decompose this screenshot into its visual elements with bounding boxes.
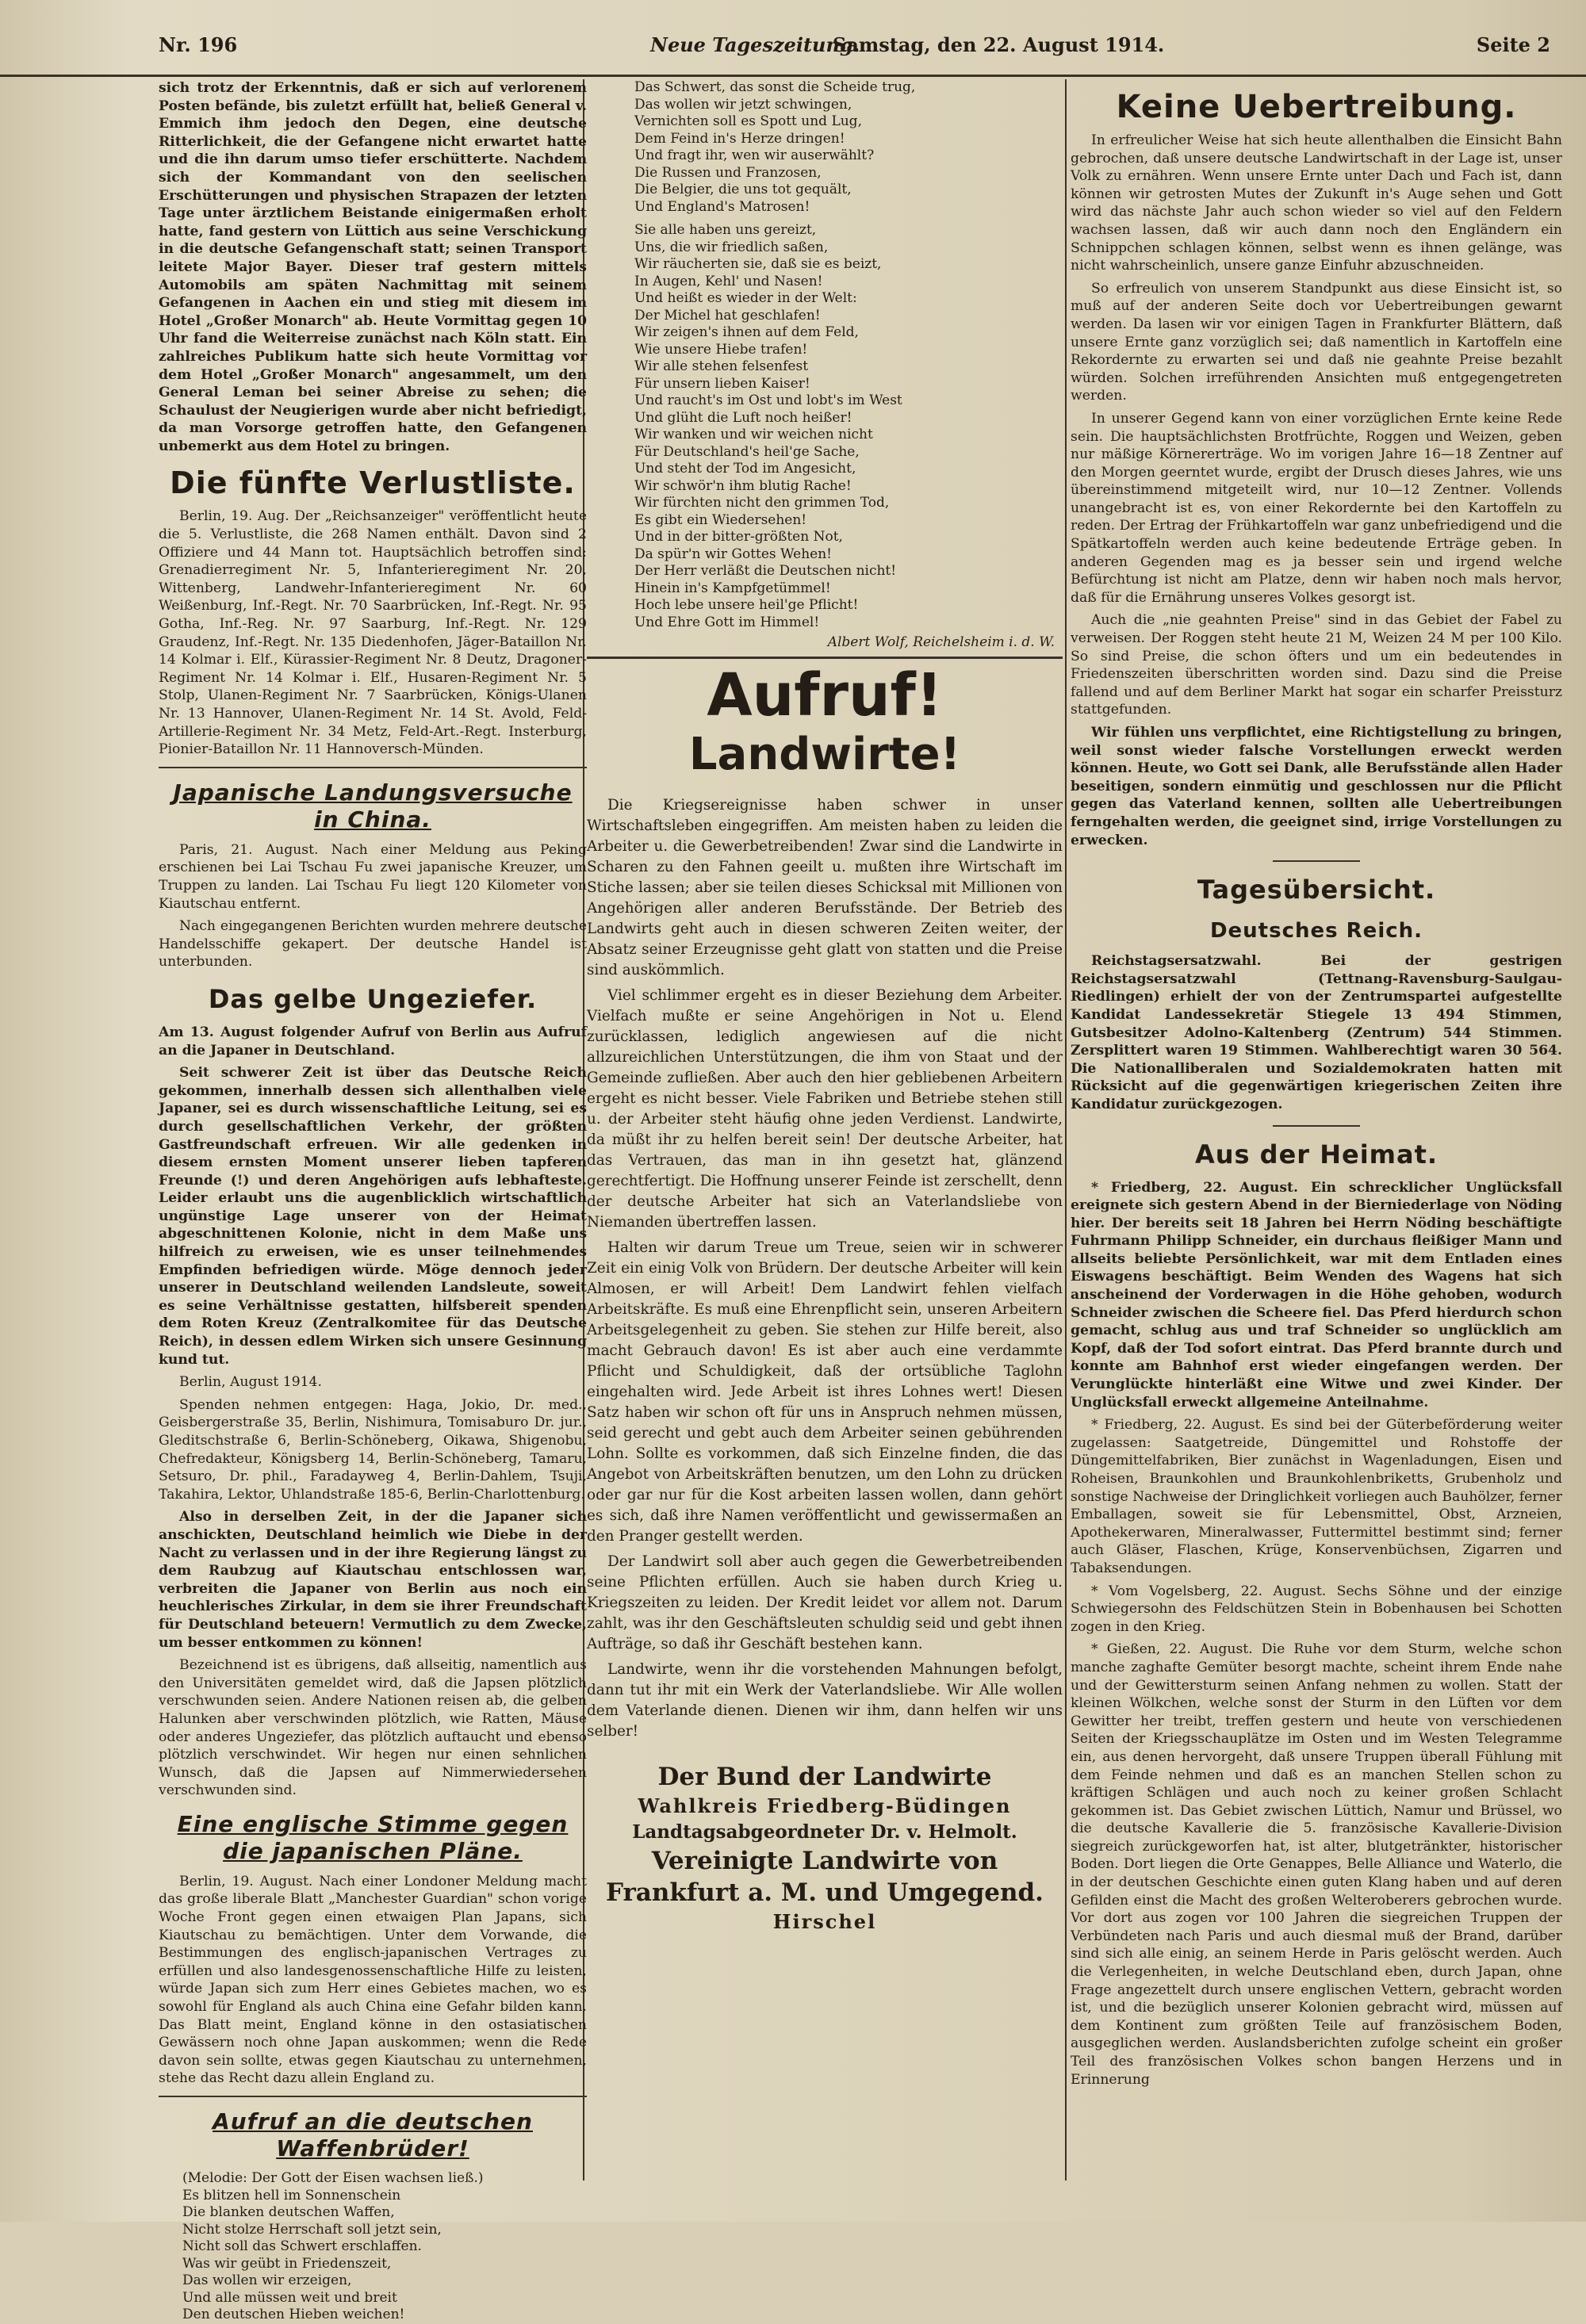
paragraph: Auch die „nie geahnten Preise" sind in das Gebiet der Fabel zu verweisen. Der Roggen steht heute 21 M, Weizen 24 M per 100 Kilo. So sind Preise, die schon öfters und um ein bedeutendes in Friedenszeiten überschritten worden sind. Dazu sind die Preise fallend und auf dem Berliner Markt hat sogar ein scharfer Preissturz stattgefunden. <box>1071 612 1562 718</box>
poem-line: Sie alle haben uns gereizt, <box>634 222 817 238</box>
poem-line: (Melodie: Der Gott der Eisen wachsen ließ.) <box>182 2170 484 2186</box>
paragraph: Seit schwerer Zeit ist über das Deutsche Reich gekommen, innerhalb dessen sich allenthalben viele Japaner, sei es durch wissenschaftliche Leitung, sei es durch gesellschaftlichen Verkehr, der größten Gastfreundschaft erfreuen. Wir alle gedenken in diesem ernsten Moment unserer lieben tapferen Freunde (!) und deren Angehörigen aufs lebhafteste. Leider erlaubt uns die augenblicklich wirtschaftlich ungünstige Lage unserer von der Heimat abgeschnittenen Kolonie, nicht in dem Maße uns hilfreich zu erweisen, wie es unser teilnehmendes Empfinden befriedigen würde. Möge dennoch jeder unserer in Deutschland weilenden Landsleute, soweit es seine Verhältnisse gestatten, hilfsbereit spenden dem Roten Kreuz (Zentralkomitee für das Deutsche Reich), in dessen edlem Wirken sich unsere Gesinnung kund tut. <box>159 1065 587 1368</box>
signer-wahlkreis: Wahlkreis Friedberg-Büdingen <box>638 1794 1012 1817</box>
appeal-box <box>587 657 1063 1935</box>
paragraph: Die Kriegsereignisse haben schwer in unser Wirtschaftsleben eingegriffen. Am meisten haben zu leiden die Arbeiter u. die Gewerbetreibenden! Zwar sind die Landwirte in Scharen zu den Fahnen geeilt u. mußten ihre Wirtschaft im Stiche lassen; aber sie teilen dieses Schicksal mit Millionen von Angehörigen aller anderen Berufsstände. Der Betrieb des Landwirts geht auch in diesen schweren Zeiten weiter, der Absatz seiner Erzeugnisse geht glatt von statten und die Preise sind auskömmlich. <box>587 797 1063 978</box>
poem-line: Uns, die wir friedlich saßen, <box>634 239 829 255</box>
poem-line: Und alle müssen weit und breit <box>182 2289 397 2306</box>
poem-line: Für Deutschland's heil'ge Sache, <box>634 443 860 460</box>
poem-line: Und fragt ihr, wen wir auserwählt? <box>634 147 875 163</box>
poem-line: Die blanken deutschen Waffen, <box>182 2204 395 2220</box>
poem-line: Es gibt ein Wiedersehen! <box>634 511 807 528</box>
appeal-title: Aufruf! <box>707 661 943 729</box>
paragraph: Berlin, 19. August. Nach einer Londoner Meldung macht das große liberale Blatt „Manchester Guardian" schon vorige Woche Front gegen einen etwaigen Plan Japans, sich Kiautschau zu bemächtigen. Unter dem Vorwande, die Bestimmungen des englisch-japanischen Vertrages zu erfüllen und also landesgenossenschaftliche Hilfe zu leisten, würde Japan sich zum Herr eines Gebietes machen, wo es sowohl für England als auch China eine Gefahr bilden kann. Das Blatt meint, England könne in den ostasiatischen Gewässern noch ohne Japan auskommen; wenn die Rede davon sein sollte, etwas gegen Kiautschau zu unternehmen, stehe das Recht dazu allein England zu. <box>159 1873 587 2087</box>
poem-line: Für unsern lieben Kaiser! <box>634 375 810 392</box>
headline-verlustliste: Die fünfte Verlustliste. <box>170 465 576 501</box>
newspaper-name: Neue Tageszeitung. <box>650 33 860 56</box>
paragraph: So erfreulich von unserem Standpunkt aus diese Einsicht ist, so muß auf der anderen Seite doch vor Uebertreibungen gewarnt werden. Da lasen wir vor einigen Tagen in Frankfurter Blättern, daß unsere Ernte ganz vorzüglich sei; daß namentlich in Kartoffeln eine Rekordernte zu erwarten sei und daß nie geahnte Preise bezahlt würden. Solchen irreführenden Ansichten muß entgegengetreten werden. <box>1071 280 1562 404</box>
column-left <box>159 79 587 2322</box>
paragraph: * Gießen, 22. August. Die Ruhe vor dem Sturm, welche schon manche zaghafte Gemüter besorgt machte, scheint ihrem Ende nahe und der Gewittersturm seinen Anfang nehmen zu wollen. Statt der kleinen Wölkchen, welche sonst der Sturm in den Lüften vor dem Gewitter her treibt, treffen gestern und heute von verschiedenen Seiten der Kriegsschauplätze im Osten und im Westen Telegramme ein, aus denen hervorgeht, daß unsere Truppen überall Fühlung mit dem Feinde nehmen und daß es an manchen Stellen schon zu kräftigen Schlägen und auch noch zu keiner großen Schlacht gekommen ist. Das Gebiet zwischen Lüttich, Namur und Brüssel, wo die deutsche Kavallerie die 5. französische Kavallerie-Division siegreich zurückgeworfen hat, ist alter, blutgetränkter, historischer Boden. Dort liegen die Orte Genappes, Belle Alliance und Waterlo, die in der deutschen Geschichte einen guten Klang haben und auf deren Gefilden einst die Macht des großen Welteroberers gebrochen wurde. Vor dort aus zogen vor 100 Jahren die siegreichen Truppen der Verbündeten nach Paris und auch diesmal muß der Brand, darüber sind sich alle einig, an seinem Herde in Paris gelöscht werden. Auch die Verlegenheiten, in welche Deutschland eben, durch Japan, ohne Frage angezettelt durch unsere englischen Vettern, gebracht worden ist, und die bezüglich unserer Kolonien gebracht wird, müssen auf dem Kontinent zum größten Teile auf französischem Boden, ausgeglichen werden. Auslandsberichten zufolge scheint ein großer Teil des französischen Volkes schon bangen Herzens und in Erinnerung <box>1071 1641 1562 2088</box>
signer-name: Hirschel <box>772 1910 877 1933</box>
poem-line: Es blitzen hell im Sonnenschein <box>182 2187 401 2203</box>
paragraph: In erfreulicher Weise hat sich heute allenthalben die Einsicht Bahn gebrochen, daß unsere deutsche Landwirtschaft in der Lage ist, unser Volk zu ernähren. Wenn unsere Ernte unter Dach und Fach ist, dann können wir getrosten Mutes der Zukunft in's Auge sehen und Gott wird das nächste Jahr auch schon wieder so viel auf den Feldern wachsen lassen, daß wir auch dann noch den Engländern ein Schnippchen schlagen können, selbst wenn es ihnen gelänge, was nicht wahrscheinlich, unsere ganze Einfuhr abzuschneiden. <box>1071 132 1562 274</box>
poem-line: Hinein in's Kampfgetümmel! <box>634 580 831 596</box>
paragraph: * Vom Vogelsberg, 22. August. Sechs Söhne und der einzige Schwiegersohn des Feldschützen Stein in Bobenhausen bei Schotten zogen in den Krieg. <box>1071 1583 1562 1635</box>
poem-line: Das wollen wir erzeigen, <box>182 2272 352 2288</box>
paragraph: Reichstagsersatzwahl. Bei der gestrigen Reichstagsersatzwahl (Tettnang-Ravensburg-Saulgau-Riedlingen) erhielt der von der Zentrumspartei aufgestellte Kandidat Landessekretär Stiegele 13 494 Stimmen, Gutsbesitzer Adolno-Kaltenberg (Zentrum) 544 Stimmen. Zersplittert waren 19 Stimmen. Wahlberechtigt waren 30 564. Die Nationalliberalen und Sozialdemokraten hatten mit Rücksicht auf die gegenwärtigen kriegerischen Zeiten ihre Kandidatur zurückgezogen. <box>1071 953 1562 1112</box>
article-intro: sich trotz der Erkenntnis, daß er sich auf verlorenem Posten befände, bis zuletzt erfüllt hat, beließ General v. Emmich ihm jedoch den Degen, eine deutsche Ritterlichkeit, die der Gefangene nicht erwartet hatte und die ihn darum umso tiefer erschütterte. Nachdem sich der Kommandant von den seelischen Erschütterungen und physischen Strapazen der letzten Tage unter ärztlichem Beistande einigermaßen erholt hatte, fand gestern von Lüttich aus seine Verschickung in die deutsche Gefangenschaft statt; seinen Transport leitete Major Bayer. Dieser traf gestern mittels Automobils am späten Nachmittag mit seinem Gefangenen in Aachen ein und stieg mit diesem im Hotel „Großer Monarch" ab. Heute Vormittag gegen 10 Uhr fand die Weiterreise zunächst nach Köln statt. Ein zahlreiches Publikum hatte sich heute Vormittag vor dem Hotel „Großer Monarch" angesammelt, um den General Leman bei seiner Abreise zu sehen; die Schaulust der Neugierigen wurde aber nicht befriedigt, da man Vorsorge getroffen hatte, den Gefangenen unbemerkt aus dem Hotel zu bringen. <box>159 80 587 454</box>
signer-vereinigte: Vereinigte Landwirte von Frankfurt a. M. und Umgegend. <box>606 1847 1044 1907</box>
issue-number: Nr. 196 <box>159 33 238 56</box>
poem-line: Hoch lebe unsere heil'ge Pflicht! <box>634 597 859 613</box>
poem-line: Wir wanken und wir weichen nicht <box>634 427 873 442</box>
subhead-deutsches-reich: Deutsches Reich. <box>1209 919 1423 944</box>
poem-signature: Albert Wolf, Reichelsheim i. d. W. <box>827 634 1055 650</box>
headline-tagesuebersicht: Tagesübersicht. <box>1197 875 1436 905</box>
headline-englische-stimme: Eine englische Stimme gegen die japanischen Pläne. <box>177 1810 569 1864</box>
poem-line: Wir räucherten sie, daß sie es beizt, <box>634 256 882 272</box>
paragraph: Paris, 21. August. Nach einer Meldung aus Peking erschienen bei Lai Tschau Fu zwei japanische Kreuzer, um Truppen zu landen. Lai Tschau Fu liegt 120 Kilometer von Kiautschau entfernt. <box>159 841 587 912</box>
headline-japan: Japanische Landungsversuche in China. <box>173 779 573 833</box>
divider <box>1273 860 1360 862</box>
poem-line: Wie unsere Hiebe trafen! <box>634 341 808 358</box>
poem-line: Die Russen und Franzosen, <box>634 164 822 181</box>
paragraph: Nach eingegangenen Berichten wurden mehrere deutsche Handelsschiffe gekapert. Der deutsche Handel ist unterbunden. <box>159 918 587 971</box>
poem-line: Vernichten soll es Spott und Lug, <box>634 113 862 129</box>
poem-line: Wir alle stehen felsenfest <box>634 358 809 374</box>
column-rule <box>1065 79 1067 2180</box>
issue-date: Samstag, den 22. August 1914. <box>833 33 1165 56</box>
poem-line: In Augen, Kehl' und Nasen! <box>634 273 823 289</box>
poem-line: Und heißt es wieder in der Welt: <box>634 290 857 306</box>
poem-line: Den deutschen Hieben weichen! <box>182 2307 405 2322</box>
headline-uebertreibung: Keine Uebertreibung. <box>1116 89 1517 125</box>
headline-heimat: Aus der Heimat. <box>1194 1139 1439 1170</box>
poem-line: Der Michel hat geschlafen! <box>634 307 821 324</box>
poem-line: Nicht soll das Schwert erschlaffen. <box>182 2238 422 2254</box>
divider <box>159 2096 587 2097</box>
poem-line: Das Schwert, das sonst die Scheide trug, <box>634 79 916 95</box>
paragraph: In unserer Gegend kann von einer vorzüglichen Ernte keine Rede sein. Die hauptsächlichsten Brotfrüchte, Roggen und Weizen, geben nur mäßige Körnererträge. Wo im vorigen Jahre 16—18 Zentner auf den Morgen geerntet wurde, ergibt der Drusch dieses Jahres, wie uns übereinstimmend mitgeteilt wird, nur 10—12 Zentner. Vollends unangebracht ist es, von einer Rekordernte bei den Kartoffeln zu reden. Der Ertrag der Frühkartoffeln war ganz unbefriedigend und die Spätkartoffeln werden auch keine bedeutende Erträge geben. In anderen Gegenden mag es ja besser sein und irgend welche Befürchtung ist nicht am Platze, denn wir haben noch mals hervor, daß für die Ernährung unseres Volkes gesorgt ist. <box>1071 410 1562 606</box>
paragraph: Halten wir darum Treue um Treue, seien wir in schwerer Zeit ein einig Volk von Brüdern. Der deutsche Arbeiter will kein Almosen, er will Arbeit! Dem Landwirt fehlen vielfach Arbeitskräfte. Es muß eine Ehrenpflicht sein, unseren Arbeitern Arbeitsgelegenheit zu geben. Sie stehen zur Hilfe bereit, also macht Gebrauch davon! Es ist aber auch eine verdammte Pflicht und Schuldigkeit, daß der ortsübliche Taglohn eingehalten wird. Jede Arbeit ist ihres Lohnes wert! Diesen Satz haben wir schon oft für uns in Anspruch nehmen müssen, seid gerecht und gebt auch dem Arbeiter seinen gebührenden Lohn. Sollte es vorkommen, daß sich Einzelne finden, die das Angebot von Arbeitskräften benutzen, um den Lohn zu drücken oder gar nur für die Kost arbeiten lassen wollen, dann gehört es sich, daß ihre Namen veröffentlicht und gewissermaßen an den Pranger gestellt werden. <box>587 1239 1063 1545</box>
paragraph: * Friedberg, 22. August. Ein schrecklicher Unglücksfall ereignete sich gestern Abend in der Bierniederlage von Nöding hier. Der bereits seit 18 Jahren bei Herrn Nöding beschäftigte Fuhrmann Philipp Schneider, ein durchaus fleißiger Mann und allseits beliebte Persönlichkeit, war mit dem Entladen eines Eiswagens beschäftigt. Beim Wenden des Wagens hat sich anscheinend der Vorderwagen in die Höhe gehoben, wodurch Schneider zwischen die Scheere fiel. Das Pferd hierdurch schon gemacht, schlug aus und traf Schneider so unglücklich am Kopf, daß der Tod sofort eintrat. Das Pferd brannte durch und konnte am Bahnhof erst wieder eingefangen werden. Der Verunglückte hinterläßt eine Witwe und zwei Kinder. Der Unglücksfall erweckt allgemeine Anteilnahme. <box>1071 1179 1562 1411</box>
paragraph: Landwirte, wenn ihr die vorstehenden Mahnungen befolgt, dann tut ihr mit ein Werk der Vaterlandsliebe. Wir Alle wollen dem Vaterlande dienen. Dienen wir ihm, dann helfen wir uns selber! <box>587 1661 1063 1740</box>
poem-line: Wir schwör'n ihm blutig Rache! <box>634 477 852 494</box>
divider <box>159 767 587 768</box>
article-verlustliste: Berlin, 19. Aug. Der „Reichsanzeiger" veröffentlicht heute die 5. Verlustliste, die 268 Namen enthält. Davon sind 2 Offiziere und 44 Mann tot. Hauptsächlich betroffen sind: Grenadierregiment Nr. 5, Infanterieregiment Nr. 20, Wittenberg, Landwehr-Infanterieregiment Nr. 60 Weißenburg, Inf.-Regt. Nr. 70 Saarbrücken, Inf.-Regt. Nr. 95 Gotha, Inf.-Reg. Nr. 97 Saarburg, Inf.-Regt. Nr. 129 Graudenz, Inf.-Regt. Nr. 135 Diedenhofen, Jäger-Bataillon Nr. 14 Kolmar i. Elf., Kürassier-Regiment Nr. 8 Deutz, Dragoner-Regiment Nr. 14 Kolmar i. Elf., Husaren-Regiment Nr. 5 Stolp, Ulanen-Regiment Nr. 7 Saarbrücken, Königs-Ulanen Nr. 13 Hannover, Ulanen-Regiment Nr. 14 St. Avold, Feld-Artillerie-Regiment Nr. 34 Metz, Feld-Art.-Regt. Insterburg, Pionier-Bataillon Nr. 11 Hannoversch-Münden. <box>159 508 587 758</box>
poem-line: Und England's Matrosen! <box>634 198 810 215</box>
poem-line: Nicht stolze Herrschaft soll jetzt sein, <box>182 2221 442 2238</box>
poem-line: Der Herr verläßt die Deutschen nicht! <box>634 563 897 579</box>
paragraph: Am 13. August folgender Aufruf von Berlin aus Aufruf an die Japaner in Deutschland. <box>159 1024 587 1059</box>
paragraph: Wir fühlen uns verpflichtet, eine Richtigstellung zu bringen, weil sonst wieder falsche Vorstellungen erweckt werden können. Heute, wo Gott sei Dank, alle Berufsstände allen Hader beseitigen, sondern einmütig und geschlossen nur die Pflicht gegen das Vaterland kennen, sollten alle Uebertreibungen ferngehalten werden, die geeignet sind, irrige Vorstellungen zu erwecken. <box>1071 725 1562 848</box>
headline-ungeziefer: Das gelbe Ungeziefer. <box>208 983 538 1014</box>
page-number: Seite 2 <box>1476 33 1550 56</box>
headline-waffenbrueder: Aufruf an die deutschen Waffenbrüder! <box>213 2108 533 2161</box>
paragraph: * Friedberg, 22. August. Es sind bei der Güterbeförderung weiter zugelassen: Saatgetreide, Düngemittel und Rohstoffe der Düngemittelfabriken, Bier zunächst in Wagenladungen, Eisen und Roheisen, Braunkohlen und Braunkohlenbriketts, Grubenholz und sonstige Nachweise der Dringlichkeit vorliegen auch Bauhölzer, ferner Emballagen, soweit sie für Lebensmittel, Obst, Arzneien, Apothekerwaren, Mineralwasser, Futtermittel bestimmt sind; ferner auch Gläser, Flaschen, Krüge, Konservenbüchsen, Zigarren und Tabaksendungen. <box>1071 1417 1562 1576</box>
appeal-subtitle: Landwirte! <box>688 729 961 780</box>
poem-line: Dem Feind in's Herze dringen! <box>634 130 845 147</box>
poem-line: Und steht der Tod im Angesicht, <box>634 461 856 477</box>
poem-line: Und Ehre Gott im Himmel! <box>634 614 820 630</box>
column-right <box>1071 79 1562 2188</box>
paragraph: Bezeichnend ist es übrigens, daß allseitig, namentlich aus den Universitäten gemeldet wird, daß die Japsen plötzlich verschwunden seien. Andere Nationen reisen ab, die gelben Halunken aber verschwinden plötzlich, wie Ratten, Mäuse oder anderes Ungeziefer, das plötzlich auftaucht und ebenso plötzlich verschwindet. Wir hegen nur einen sehnlichen Wunsch, daß die Japsen auf Nimmerwiedersehen verschwunden sind. <box>159 1657 587 1799</box>
poem-line: Das wollen wir jetzt schwingen, <box>634 96 852 113</box>
paragraph: Der Landwirt soll aber auch gegen die Gewerbetreibenden seine Pflichten erfüllen. Auch sie haben durch Krieg u. Kriegszeiten zu leiden. Der Kredit leidet vor allem not. Darum zahlt, was ihr den Geschäftsleuten schuldig seid und gebt ihnen Aufträge, so daß ihr Geschäft bestehen kann. <box>587 1553 1063 1652</box>
masthead <box>0 27 1586 77</box>
signer-abgeordneter: Landtagsabgeordneter Dr. v. Helmolt. <box>632 1821 1017 1843</box>
poem-line: Wir fürchten nicht den grimmen Tod, <box>634 495 890 511</box>
divider <box>1273 1125 1360 1127</box>
poem-line: Die Belgier, die uns tot gequält, <box>634 182 852 197</box>
signer-bund: Der Bund der Landwirte <box>657 1763 992 1791</box>
paragraph: Viel schlimmer ergeht es in dieser Beziehung dem Arbeiter. Vielfach mußte er seine Angehörigen in Not u. Elend zurücklassen, lediglich angewiesen auf die nicht allzureichlichen Unterstützungen, die ihm von Staat und der Gemeinde zufließen. Aber auch den hier gebliebenen Arbeitern ergeht es nicht besser. Viele Fabriken und Betriebe stehen still u. der Arbeiter steht häufig ohne jeden Verdienst. Landwirte, da müßt ihr zu helfen bereit sein! Der deutsche Arbeiter, hat das Vertrauen, das man in ihn gesetzt hat, glänzend gerechtfertigt. Die Hoffnung unserer Feinde ist zerschellt, denn der deutsche Arbeiter hat sich an Vaterlandsliebe von Niemanden übertreffen lassen. <box>587 987 1063 1231</box>
poem-line: Was wir geübt in Friedenszeit, <box>182 2255 392 2272</box>
poem-line: Und glüht die Luft noch heißer! <box>634 409 852 426</box>
paragraph: Berlin, August 1914. <box>179 1374 322 1391</box>
paragraph: Also in derselben Zeit, in der die Japaner sich anschickten, Deutschland heimlich wie Diebe in der Nacht zu verlassen und in der ihre Regierung längst zu dem Raubzug auf Kiautschau entschlossen war, verbreiten die Japaner von Berlin aus noch ein heuchlerisches Zirkular, in dem sie ihrer Freundschaft für Deutschland beteuern! Vermutlich zu dem Zwecke, um besser entkommen zu können! <box>159 1509 587 1651</box>
paragraph: Spenden nehmen entgegen: Haga, Jokio, Dr. med., Geisbergerstraße 35, Berlin, Nishimura, Tomisaburo Dr. jur., Gleditschstraße 6, Berlin-Schöneberg, Oikawa, Shigenobu, Chefredakteur, Königsberg 14, Berlin-Schöneberg, Tamaru, Setsuro, Dr. phil., Faradayweg 4, Berlin-Dahlem, Tsuji, Takahira, Lektor, Uhlandstraße 185-6, Berlin-Charlottenburg. <box>159 1396 587 1503</box>
stanza-break <box>634 216 1063 222</box>
poem-line: Wir zeigen's ihnen auf dem Feld, <box>634 324 859 340</box>
poem-line: Und raucht's im Ost und lobt's im West <box>634 392 902 408</box>
poem-line: Da spür'n wir Gottes Wehen! <box>634 546 832 562</box>
poem-continued <box>634 79 1063 631</box>
poem-waffenbrueder <box>182 2170 587 2324</box>
column-middle <box>587 79 1063 2188</box>
poem-line: Und in der bitter-größten Not, <box>634 529 843 545</box>
